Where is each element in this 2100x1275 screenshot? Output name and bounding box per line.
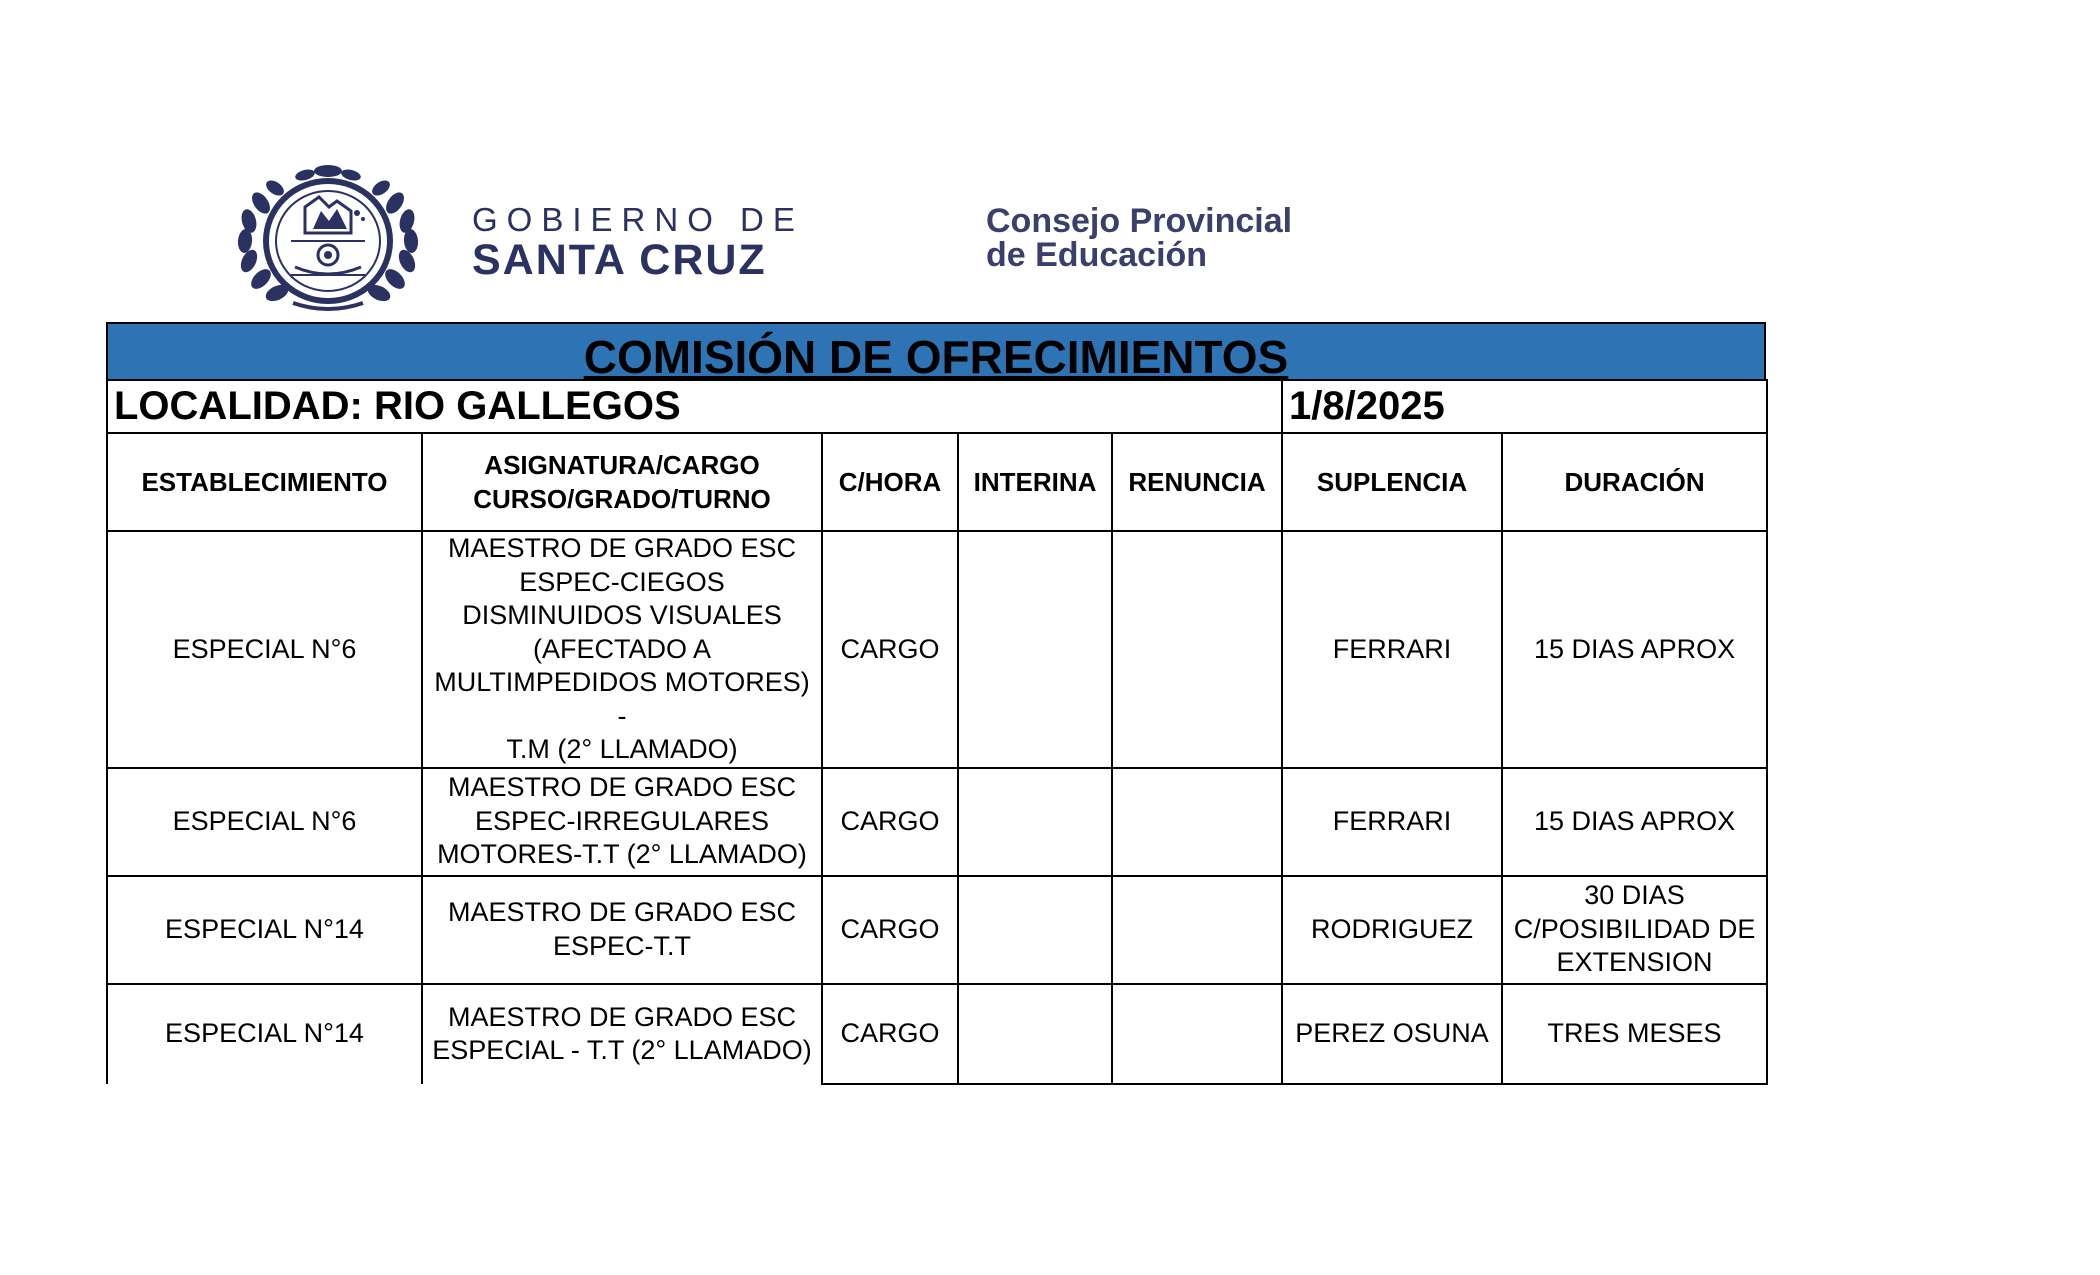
cell-interina [958,768,1112,876]
column-header-establecimiento: ESTABLECIMIENTO [107,433,422,531]
table-header-row [107,433,1767,531]
cell-suplencia: FERRARI [1282,768,1502,876]
table-row [107,984,1767,1084]
cell-c-hora: CARGO [822,876,958,984]
location-row [107,380,1767,433]
council-line-2: de Educación [986,236,1208,274]
table-row [107,531,1767,768]
council-line-1: Consejo Provincial [986,202,1293,240]
cell-renuncia [1112,876,1282,984]
cell-duracion: 15 DIAS APROX [1502,531,1767,768]
cell-asignatura: MAESTRO DE GRADO ESC ESPECIAL - T.T (2° LLAMADO) [422,984,822,1084]
cell-suplencia: RODRIGUEZ [1282,876,1502,984]
cell-c-hora: CARGO [822,531,958,768]
provincial-seal-logo [233,163,423,313]
cell-establecimiento: ESPECIAL N°14 [107,876,422,984]
cell-interina [958,984,1112,1084]
government-wordmark [472,202,804,282]
government-label: GOBIERNO DE [472,201,804,238]
location-label: LOCALIDAD: RIO GALLEGOS [107,380,1282,433]
column-header-suplencia: SUPLENCIA [1282,433,1502,531]
table-row [107,768,1767,876]
column-header-renuncia: RENUNCIA [1112,433,1282,531]
table-row [107,876,1767,984]
date-label: 1/8/2025 [1282,380,1767,433]
cell-interina [958,531,1112,768]
cell-interina [958,876,1112,984]
province-name: SANTA CRUZ [472,236,767,284]
column-header-duracion: DURACIÓN [1502,433,1767,531]
cell-duracion: 15 DIAS APROX [1502,768,1767,876]
cell-asignatura: MAESTRO DE GRADO ESC ESPEC-IRREGULARES MOTORES-T.T (2° LLAMADO) [422,768,822,876]
cell-c-hora: CARGO [822,768,958,876]
cell-suplencia: PEREZ OSUNA [1282,984,1502,1084]
cell-establecimiento: ESPECIAL N°6 [107,768,422,876]
column-header-interina: INTERINA [958,433,1112,531]
offers-table [106,379,1768,1085]
cell-duracion: 30 DIAS C/POSIBILIDAD DE EXTENSION [1502,876,1767,984]
cell-suplencia: FERRARI [1282,531,1502,768]
council-wordmark [986,204,1292,272]
cell-renuncia [1112,531,1282,768]
cell-establecimiento: ESPECIAL N°14 [107,984,422,1084]
cell-asignatura: MAESTRO DE GRADO ESC ESPEC-T.T [422,876,822,984]
cell-asignatura: MAESTRO DE GRADO ESC ESPEC-CIEGOS DISMINUIDOS VISUALES (AFECTADO A MULTIMPEDIDOS MOTORES) - T.M (2° LLAMADO) [422,531,822,768]
cell-renuncia [1112,984,1282,1084]
table-title-bar [106,322,1766,383]
column-header-asignatura: ASIGNATURA/CARGO CURSO/GRADO/TURNO [422,433,822,531]
cell-duracion: TRES MESES [1502,984,1767,1084]
cell-c-hora: CARGO [822,984,958,1084]
table-title: COMISIÓN DE OFRECIMIENTOS [583,330,1289,383]
offers-table-container [106,322,1766,1085]
column-header-c-hora: C/HORA [822,433,958,531]
cell-renuncia [1112,768,1282,876]
cell-establecimiento: ESPECIAL N°6 [107,531,422,768]
